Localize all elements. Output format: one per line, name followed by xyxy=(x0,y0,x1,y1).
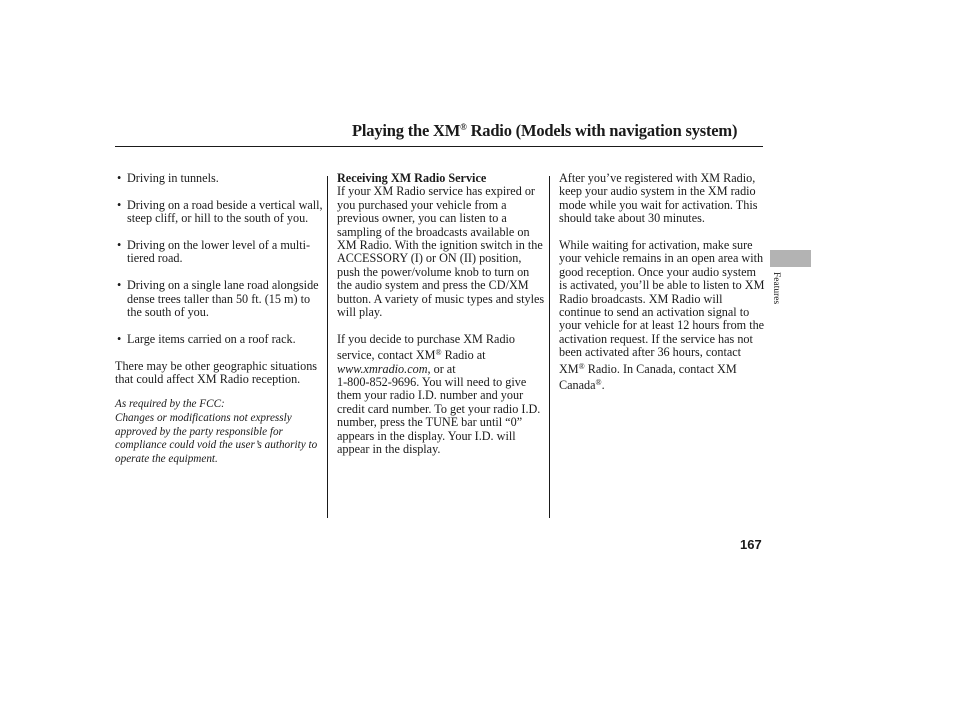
section-tab xyxy=(770,250,811,267)
purchase-paragraph xyxy=(337,333,545,457)
title-text-part1: Playing the XM xyxy=(352,121,461,140)
bullet-item xyxy=(115,199,323,226)
bullet-text: Large items carried on a roof rack. xyxy=(127,331,296,346)
purchase-text-c: , or at xyxy=(427,361,456,376)
purchase-text-a: If you decide to purchase XM Radio service, contact XM xyxy=(337,331,516,363)
bullet-dot: • xyxy=(117,238,122,252)
bullet-text: Driving on the lower level of a multi-tiered road. xyxy=(127,238,311,266)
title-rule xyxy=(115,146,763,147)
geographic-paragraph: There may be other geographic situations that could affect XM Radio reception. xyxy=(115,358,318,387)
bullet-dot: • xyxy=(117,278,122,293)
column-2 xyxy=(337,172,545,457)
activation-text-c: . xyxy=(601,378,605,393)
bullet-item xyxy=(115,333,323,346)
fcc-notice-heading: As required by the FCC: xyxy=(115,398,225,411)
section-tab-label: Features xyxy=(771,272,781,305)
activation-text-a: While waiting for activation, make sure your vehicle remains in an open area with good reception. Once your audio system is activated, you’ll be able to listen to XM Radio broadcasts. XM Radio will continue to send an activation signal to your vehicle for at least 12 hours from the activation request. If the service has not been activated after 36 hours, contact XM xyxy=(559,238,765,376)
bullet-dot: • xyxy=(117,197,122,212)
bullet-item xyxy=(115,279,323,319)
registered-mark: ® xyxy=(435,348,442,358)
bullet-dot: • xyxy=(117,331,122,346)
column-3 xyxy=(559,172,767,392)
bullet-text: Driving in tunnels. xyxy=(127,171,219,185)
fcc-notice xyxy=(115,398,323,466)
registered-mark: ® xyxy=(578,361,585,371)
section-heading: Receiving XM Radio Service xyxy=(337,171,487,185)
activation-paragraph xyxy=(559,239,767,392)
column-divider-1 xyxy=(327,176,328,518)
activation-text-b: Radio. In Canada, contact XM Canada xyxy=(559,361,737,393)
purchase-text-d: 1-800-852-9696. You will need to give them your radio I.D. number and your credit card number. To get your radio I.D. number, press the TUNE bar until “0” appears in the display. Your I.D. will appear in the display. xyxy=(337,375,541,457)
column-1 xyxy=(115,172,323,466)
page-number: 167 xyxy=(740,537,762,552)
fcc-notice-text: Changes or modifications not expressly approved by the party responsible for compliance could void the user’s authority to operate the equipment. xyxy=(115,412,318,465)
title-text-part2: Radio (Models with navigation system) xyxy=(466,121,738,140)
bullet-item xyxy=(115,172,323,185)
bullet-dot: • xyxy=(117,171,122,185)
registered-mark: ® xyxy=(460,122,467,132)
registered-mark: ® xyxy=(595,378,602,388)
xm-website-link: www.xmradio.com xyxy=(337,361,428,376)
bullet-text: Driving on a single lane road alongside dense trees taller than 50 ft. (15 m) to the south of you. xyxy=(127,278,319,320)
column-divider-2 xyxy=(549,176,550,518)
purchase-text-b: Radio at xyxy=(441,348,486,363)
bullet-text: Driving on a road beside a vertical wall, steep cliff, or hill to the south of you. xyxy=(127,197,323,226)
page-title xyxy=(352,121,737,141)
bullet-item xyxy=(115,239,323,266)
registration-paragraph: After you’ve registered with XM Radio, keep your audio system in the XM radio mode while you wait for activation. This should take about 30 minutes. xyxy=(559,171,758,226)
service-paragraph: If your XM Radio service has expired or you purchased your vehicle from a previous owner, you can listen to a sampling of the broadcasts available on XM Radio. With the ignition switch in the ACCESSORY (I) or ON (II) position, push the power/volume knob to turn on the audio system and press the CD/XM button. A variety of music types and styles will play. xyxy=(337,184,545,320)
